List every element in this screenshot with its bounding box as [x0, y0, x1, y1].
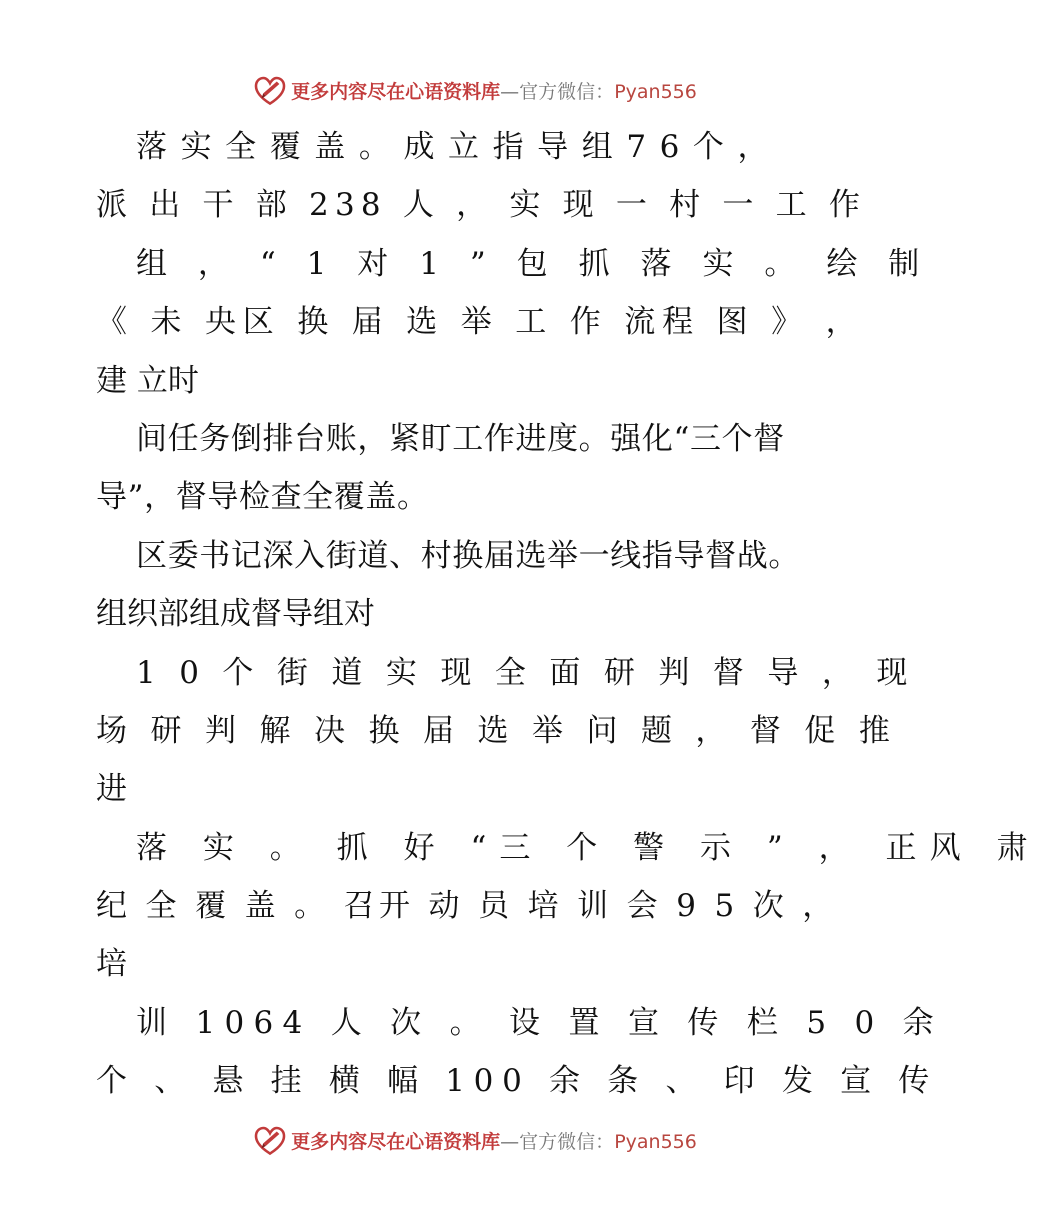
text-line: 进 [96, 771, 127, 808]
document-body [96, 118, 1040, 1111]
text-line: 落 实 全 覆 盖 。 成 立 指 导 组 7 6 个 ， [136, 129, 771, 165]
text-line: 训 1064 人 次 。 设 置 宣 传 栏 5 0 余 [136, 1004, 943, 1041]
heart-pen-logo-icon [253, 1123, 287, 1157]
watermark-separator: — [500, 80, 520, 103]
watermark-header [0, 70, 950, 110]
watermark-wechat-id: Pyan556 [614, 1130, 697, 1153]
text-line: 培 [96, 946, 127, 983]
text-line: 组织部组成督导组对 [96, 596, 375, 633]
text-line: 导”，督导检查全覆盖。 [96, 479, 429, 516]
text-line: 建 立时 [96, 362, 199, 399]
text-line: 纪 全 覆 盖 。 召开 动 员 培 训 会 9 5 次 ， [96, 888, 838, 925]
watermark-brand: 更多内容尽在心语资料库 [291, 80, 501, 103]
text-line: 组 ， “ 1 对 1 ” 包 抓 落 实 。 绘 制 [136, 245, 930, 282]
watermark-wechat-label: 官方微信： [519, 1130, 615, 1153]
watermark-footer [0, 1120, 950, 1160]
text-line: 间任务倒排台账，紧盯工作进度。强化“三个督 [136, 420, 785, 457]
text-line: 落 实 。 抓 好 “三 个 警 示 ” ， 正风 肃 [136, 829, 1040, 866]
watermark-separator: — [500, 1130, 520, 1153]
text-line: 1 0 个 街 道 实 现 全 面 研 判 督 导 ， 现 [136, 654, 915, 691]
text-line: 个 、 悬 挂 横 幅 100 余 条 、 印 发 宣 传 [96, 1063, 938, 1100]
text-line: 派 出 干 部 238 人 ， 实 现 一 村 一 工 作 [96, 187, 867, 224]
watermark-wechat-label: 官方微信： [519, 80, 615, 103]
watermark-wechat-id: Pyan556 [614, 80, 697, 103]
text-line: 场 研 判 解 决 换 届 选 举 问 题 ， 督 促 推 [96, 712, 897, 749]
watermark-brand: 更多内容尽在心语资料库 [291, 1130, 501, 1153]
heart-pen-logo-icon [253, 73, 287, 107]
text-line: 区委书记深入街道、村换届选举一线指导督战。 [136, 537, 801, 574]
text-line: 《 未 央区 换 届 选 举 工 作 流程 图 》 ， [96, 304, 864, 341]
